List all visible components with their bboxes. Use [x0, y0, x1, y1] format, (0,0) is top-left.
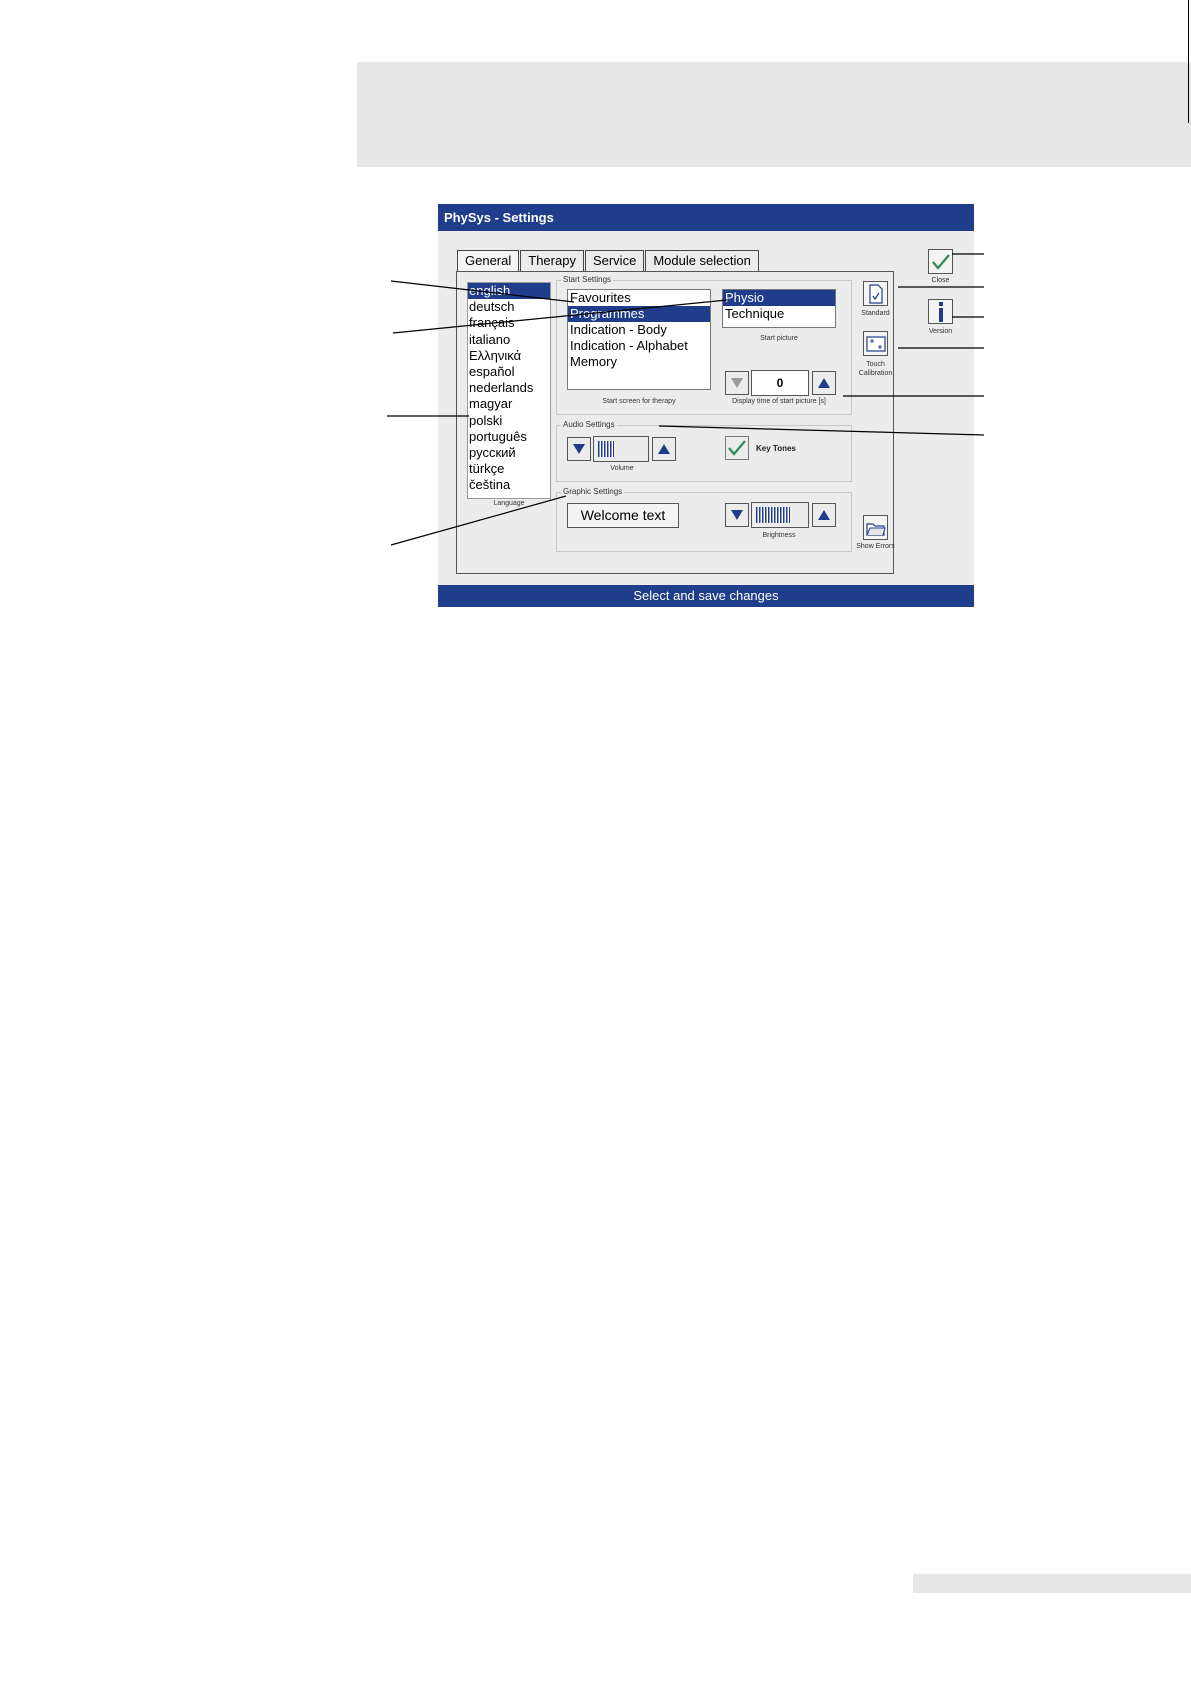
audio-settings-title: Audio Settings [563, 420, 615, 429]
graphic-settings-title: Graphic Settings [563, 487, 623, 496]
start-screen-caption: Start screen for therapy [602, 398, 676, 405]
language-item-italiano[interactable]: italiano [469, 331, 511, 347]
start-picture-caption: Start picture [760, 335, 798, 342]
key-tones-label: Key Tones [756, 444, 796, 453]
language-item-espanol[interactable]: español [469, 364, 515, 380]
tab-general[interactable]: General [457, 250, 519, 271]
callout-line-audio-settings [659, 426, 984, 435]
welcome-text-button[interactable]: Welcome text [567, 503, 679, 528]
language-item-cestina[interactable]: čeština [469, 477, 511, 493]
window-title: PhySys - Settings [438, 204, 974, 231]
language-item-francais[interactable]: français [469, 315, 515, 331]
tab-therapy[interactable]: Therapy [520, 250, 584, 271]
volume-caption: Volume [610, 465, 634, 472]
language-item-polski[interactable]: polski [469, 412, 503, 428]
language-item-deutsch[interactable]: deutsch [469, 299, 515, 315]
language-item-greek[interactable]: Ελληνικά [469, 347, 522, 363]
start-screen-item-programmes[interactable]: Programmes [568, 306, 710, 322]
start-picture-item-physio[interactable]: Physio [723, 290, 835, 306]
start-settings-title: Start Settings [563, 275, 612, 284]
status-bar: Select and save changes [438, 585, 974, 607]
show-errors-label: Show Errors [856, 543, 895, 550]
language-item-turkce[interactable]: türkçe [469, 461, 505, 477]
close-label: Close [931, 277, 950, 284]
touch-calibration-label-line1: Touch [866, 361, 885, 368]
language-item-magyar[interactable]: magyar [469, 396, 513, 412]
language-item-english[interactable]: english [468, 283, 550, 299]
touch-calibration-label-line2: Calibration [858, 370, 893, 377]
tab-service[interactable]: Service [585, 250, 644, 271]
start-screen-item-indication-body[interactable]: Indication - Body [570, 322, 667, 337]
start-picture-item-technique[interactable]: Technique [725, 306, 785, 321]
language-caption: Language [493, 500, 525, 507]
callout-line-graphic-settings [391, 496, 566, 545]
standard-label: Standard [861, 310, 890, 317]
display-time-value[interactable]: 0 [751, 370, 809, 396]
start-screen-item-indication-alphabet[interactable]: Indication - Alphabet [570, 338, 688, 353]
start-screen-item-favourites[interactable]: Favourites [570, 290, 631, 305]
language-item-russian[interactable]: русский [469, 445, 516, 461]
language-item-portugues[interactable]: português [469, 428, 527, 444]
callout-line-language [391, 281, 574, 302]
display-time-caption: Display time of start picture [s] [732, 398, 826, 405]
version-label: Version [928, 328, 953, 335]
start-screen-item-memory[interactable]: Memory [570, 354, 617, 369]
tab-module-selection[interactable]: Module selection [645, 250, 759, 271]
brightness-caption: Brightness [762, 532, 796, 539]
callout-line-start-picture [393, 300, 727, 333]
language-item-nederlands[interactable]: nederlands [469, 380, 534, 396]
